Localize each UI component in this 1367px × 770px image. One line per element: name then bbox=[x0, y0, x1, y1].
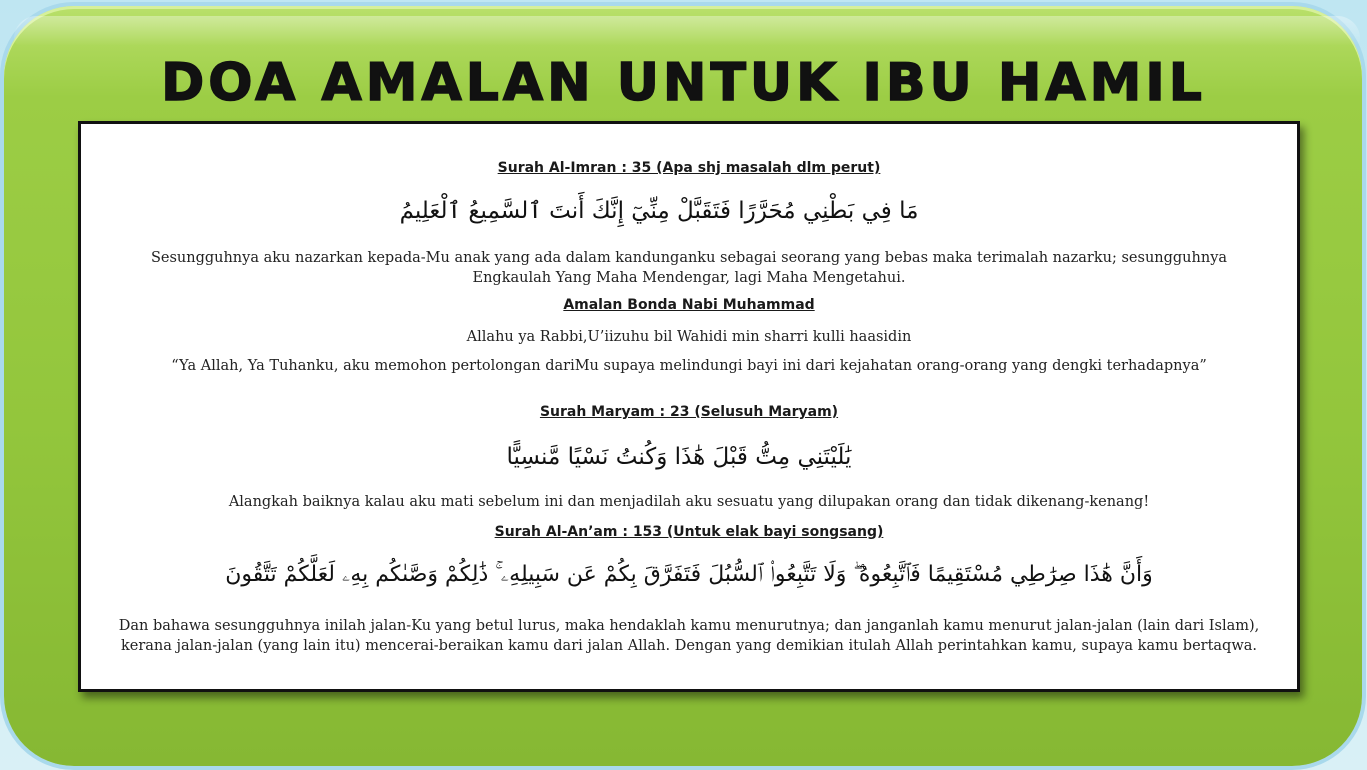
translation-al-anam: Dan bahawa sesungguhnya inilah jalan-Ku yang betul lurus, maka hendaklah kamu menurutnya; dan janganlah kamu menurut jalan-jalan (lain dari Islam), kerana jalan-jalan (yang lain itu) mencerai-beraikan kamu dari jalan Allah. Dengan yang demikian itulah Allah perintahkan kamu, supaya kamu bertaqwa. bbox=[118, 618, 1260, 654]
arabic-verse-al-anam: وَأَنَّ هَٰذَا صِرَٰطِي مُسْتَقِيمًا فَٱتَّبِعُوهُ ۖ وَلَا تَتَّبِعُوا۟ ٱلسُّبُلَ فَتَفَرَّقَ بِكُمْ عَن سَبِيلِهِۦ ۚ ذَٰلِكُمْ وَصَّىٰكُم بِهِۦ لَعَلَّكُمْ تَتَّقُونَ bbox=[225, 562, 1153, 587]
translation-amalan-bonda: “Ya Allah, Ya Tuhanku, aku memohon pertolongan dariMu supaya melindungi bayi ini dari kejahatan orang-orang yang dengki terhadapnya” bbox=[171, 358, 1207, 374]
translation-maryam: Alangkah baiknya kalau aku mati sebelum ini dan menjadilah aku sesuatu yang dilupakan orang dan tidak dikenang-kenang! bbox=[228, 494, 1150, 510]
banner-gloss bbox=[14, 16, 1360, 46]
document-panel bbox=[78, 121, 1300, 692]
section-heading-al-imran: Surah Al-Imran : 35 (Apa shj masalah dlm perut) bbox=[497, 160, 881, 176]
section-heading-maryam: Surah Maryam : 23 (Selusuh Maryam) bbox=[539, 404, 839, 420]
section-heading-al-anam: Surah Al-An’am : 153 (Untuk elak bayi songsang) bbox=[494, 524, 884, 540]
section-heading-amalan-bonda: Amalan Bonda Nabi Muhammad bbox=[563, 297, 815, 313]
arabic-verse-maryam: يَٰلَيْتَنِي مِتُّ قَبْلَ هَٰذَا وَكُنتُ نَسْيًا مَّنسِيًّا bbox=[506, 444, 852, 470]
page-title: DOA AMALAN UNTUK IBU HAMIL bbox=[161, 53, 1206, 113]
transliteration-amalan-bonda: Allahu ya Rabbi,U’iizuhu bil Wahidi min sharri kulli haasidin bbox=[466, 329, 912, 345]
arabic-verse-al-imran: مَا فِي بَطْنِي مُحَرَّرًا فَتَقَبَّلْ مِنِّيٓ إِنَّكَ أَنتَ ٱلسَّمِيعُ ٱلْعَلِيمُ bbox=[399, 198, 919, 224]
translation-al-imran: Sesungguhnya aku nazarkan kepada-Mu anak yang ada dalam kandunganku sebagai seorang yang bebas maka terimalah nazarku; sesungguhnya Engkaulah Yang Maha Mendengar, lagi Maha Mengetahui. bbox=[150, 250, 1228, 286]
